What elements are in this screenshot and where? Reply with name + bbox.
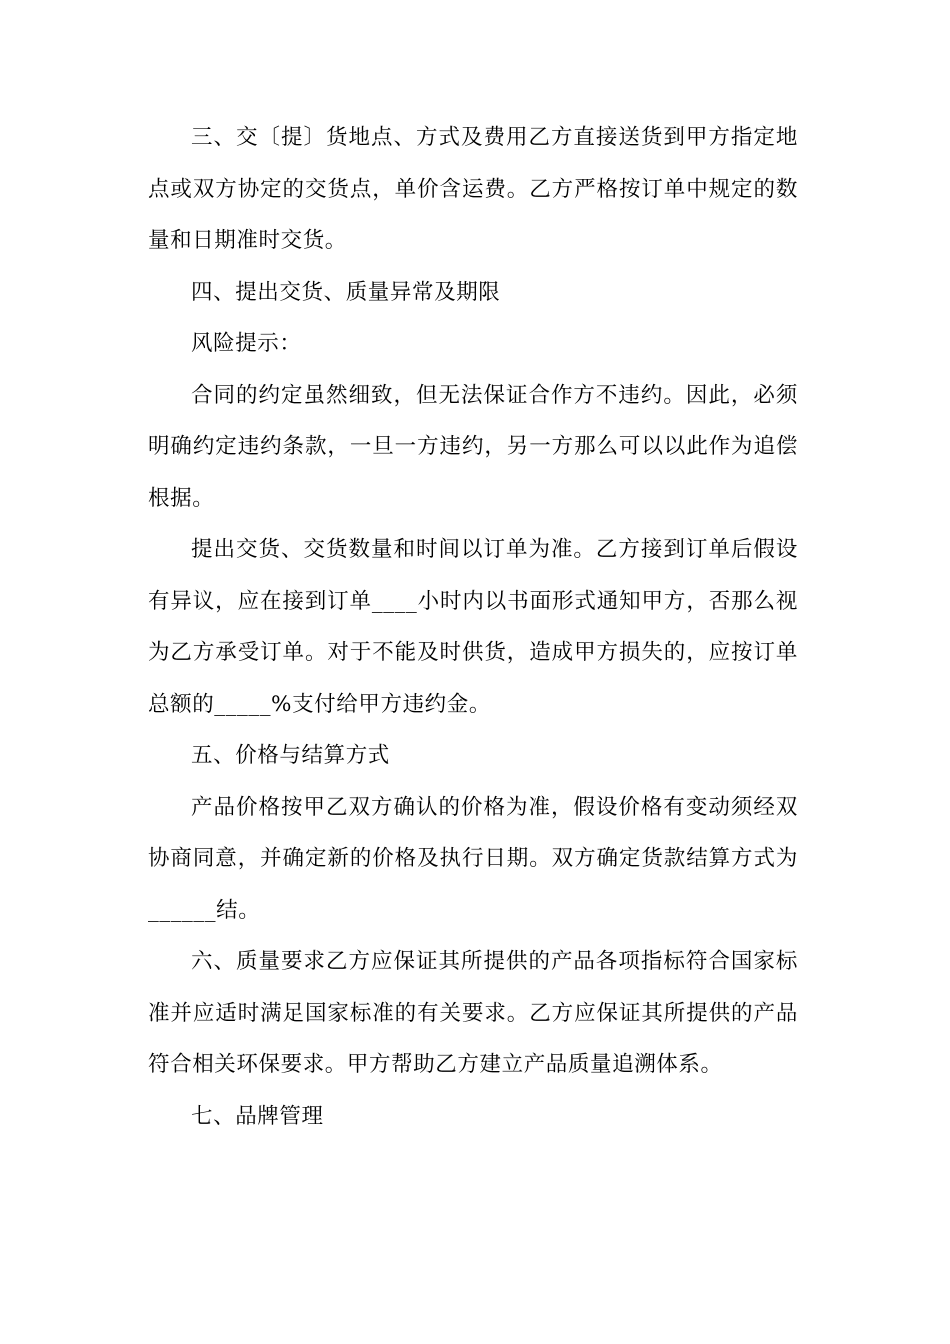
section-4-heading: 四、提出交货、质量异常及期限: [191, 279, 501, 305]
risk-warning-paragraph: 合同的约定虽然细致，但无法保证合作方不违约。因此，必须明确约定违约条款，一旦一方违约，另一方那么可以以此作为追偿根据。: [148, 382, 798, 511]
section-3-paragraph: 三、交〔提〕货地点、方式及费用乙方直接送货到甲方指定地点或双方协定的交货点，单价含运费。乙方严格按订单中规定的数量和日期准时交货。: [148, 125, 798, 253]
risk-warning-label: 风险提示：: [191, 331, 302, 356]
document-body: [148, 112, 798, 1142]
delivery-terms-paragraph: 提出交货、交货数量和时间以订单为准。乙方接到订单后假设有异议，应在接到订单____小时内以书面形式通知甲方，否那么视为乙方承受订单。对于不能及时供货，造成甲方损失的，应按订单总额的_____%支付给甲方违约金。: [148, 537, 798, 717]
section-6-paragraph: 六、质量要求乙方应保证其所提供的产品各项指标符合国家标准并应适时满足国家标准的有关要求。乙方应保证其所提供的产品符合相关环保要求。甲方帮助乙方建立产品质量追溯体系。: [148, 949, 798, 1077]
section-7-heading: 七、品牌管理: [191, 1103, 324, 1129]
section-5-heading: 五、价格与结算方式: [191, 743, 390, 768]
pricing-paragraph: 产品价格按甲乙双方确认的价格为准，假设价格有变动须经双协商同意，并确定新的价格及执行日期。双方确定货款结算方式为______结。: [148, 794, 798, 923]
